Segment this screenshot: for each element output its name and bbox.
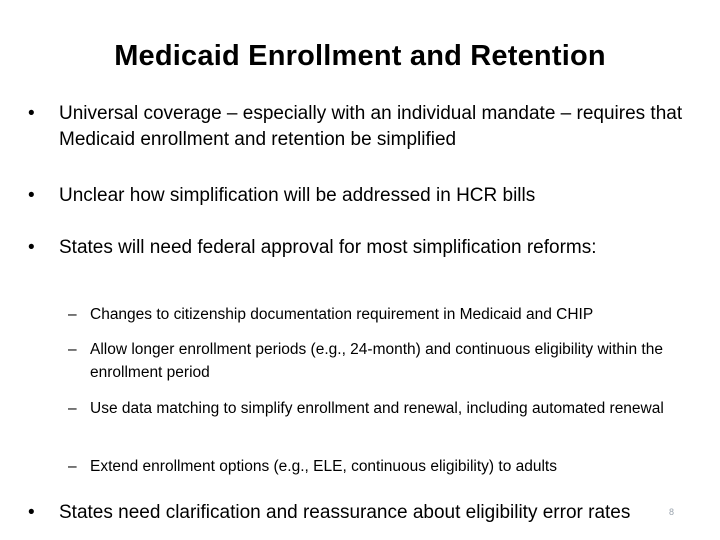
- bullet-marker: •: [28, 237, 35, 258]
- sub-bullet-marker: –: [68, 306, 77, 323]
- sub-bullet-marker: –: [68, 458, 77, 475]
- sub-bullet-text: Extend enrollment options (e.g., ELE, continuous eligibility) to adults: [90, 458, 557, 475]
- bullet-marker: •: [28, 185, 35, 206]
- sub-bullet-marker: –: [68, 341, 77, 358]
- sub-bullet-text: Allow longer enrollment periods (e.g., 24-month) and continuous eligibility within the enrollment period: [90, 341, 663, 381]
- sub-bullet-text: Changes to citizenship documentation requirement in Medicaid and CHIP: [90, 306, 594, 323]
- sub-bullet-text: Use data matching to simplify enrollment and renewal, including automated renewal: [90, 400, 664, 417]
- bullet-text: Universal coverage – especially with an individual mandate – requires that Medicaid enrollment and retention be simplified: [59, 103, 683, 150]
- page-number: 8: [669, 507, 675, 517]
- bullet-marker: •: [28, 502, 35, 523]
- bullet-text: States will need federal approval for most simplification reforms:: [59, 237, 597, 258]
- slide-title: Medicaid Enrollment and Retention: [114, 40, 606, 72]
- bullet-text: Unclear how simplification will be addressed in HCR bills: [59, 185, 536, 206]
- bullet-text: States need clarification and reassurance about eligibility error rates: [59, 502, 631, 523]
- sub-bullet-marker: –: [68, 400, 77, 417]
- bullet-marker: •: [28, 103, 35, 124]
